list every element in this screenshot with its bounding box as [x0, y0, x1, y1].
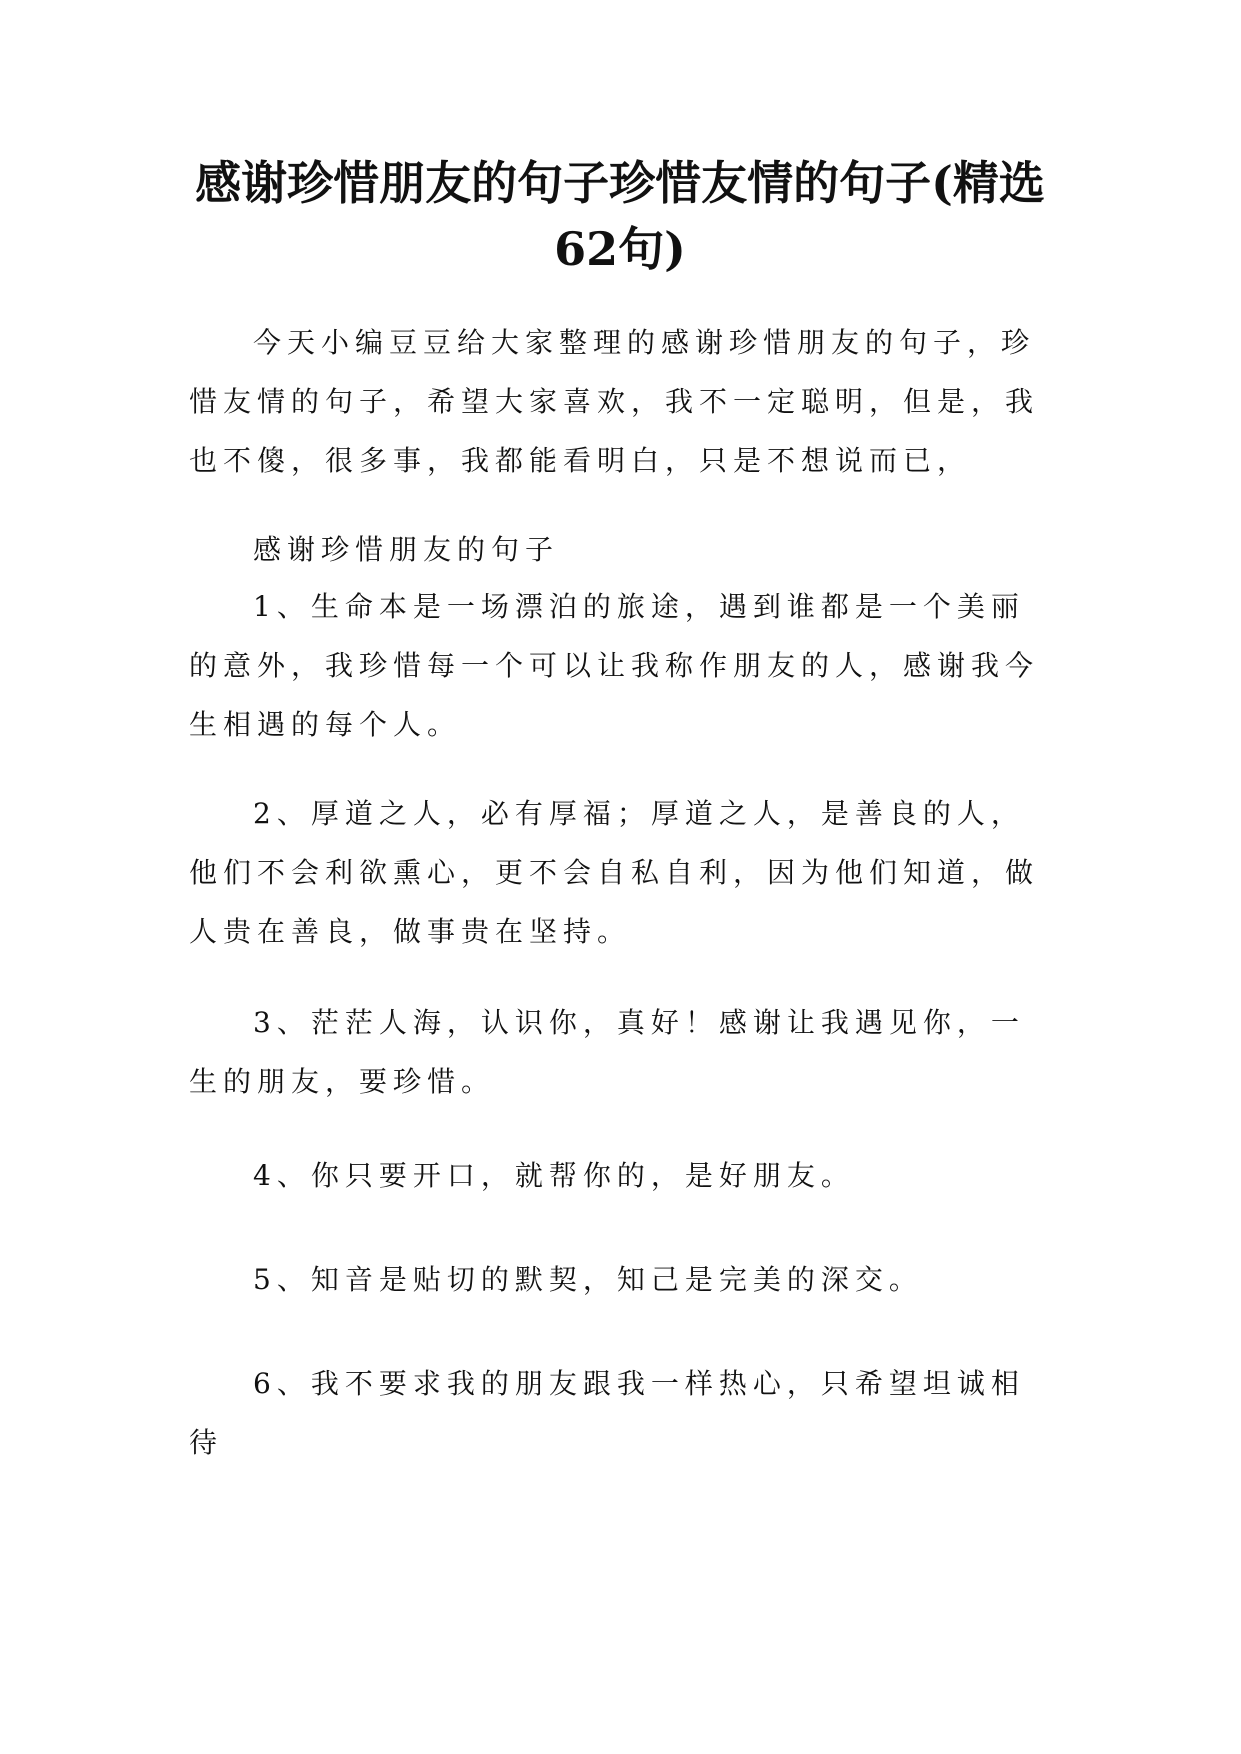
section-heading: 感谢珍惜朋友的句子	[253, 533, 560, 566]
document-title: 感谢珍惜朋友的句子珍惜友情的句子(精选62句)	[195, 156, 1045, 276]
intro-paragraph: 今天小编豆豆给大家整理的感谢珍惜朋友的句子，珍惜友情的句子，希望大家喜欢，我不一定聪明，但是，我也不傻，很多事，我都能看明白，只是不想说而已，	[189, 326, 1040, 477]
list-item: 3、茫茫人海，认识你，真好！感谢让我遇见你，一生的朋友，要珍惜。	[189, 1006, 1025, 1098]
list-item: 1、生命本是一场漂泊的旅途，遇到谁都是一个美丽的意外，我珍惜每一个可以让我称作朋友的人，感谢我今生相遇的每个人。	[189, 590, 1040, 741]
list-item: 4、你只要开口，就帮你的，是好朋友。	[253, 1159, 855, 1192]
list-item: 5、知音是贴切的默契，知己是完美的深交。	[253, 1263, 923, 1296]
list-item: 2、厚道之人，必有厚福；厚道之人，是善良的人，他们不会利欲熏心，更不会自私自利，因为他们知道，做人贵在善良，做事贵在坚持。	[189, 797, 1040, 948]
list-item: 6、我不要求我的朋友跟我一样热心，只希望坦诚相待	[189, 1367, 1025, 1459]
